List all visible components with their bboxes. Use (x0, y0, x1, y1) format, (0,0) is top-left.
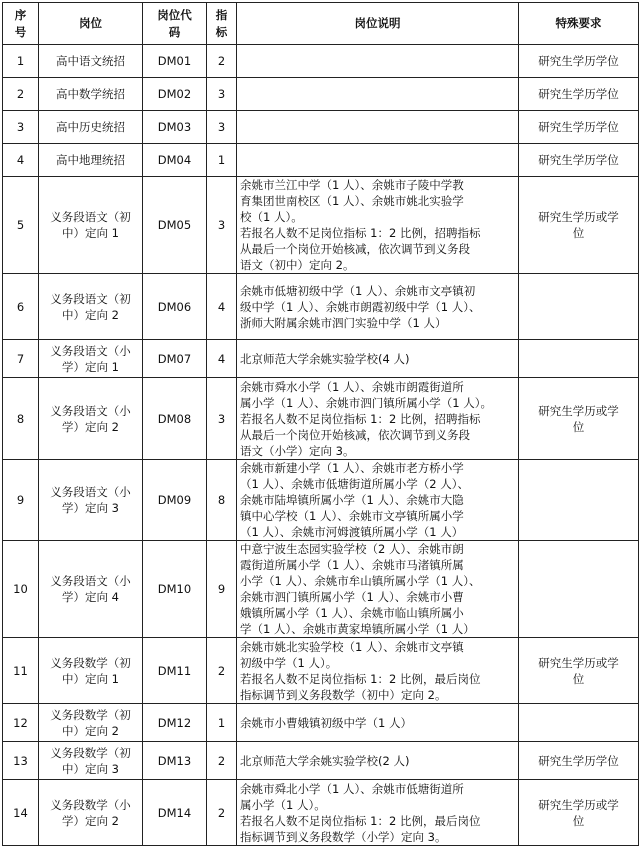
position-quota: 3 (207, 378, 237, 460)
special-requirement (519, 274, 639, 340)
special-requirement (519, 704, 639, 742)
position-name: 义务段语文（小 学）定向 2 (39, 378, 143, 460)
position-quota: 2 (207, 780, 237, 846)
position-name: 义务段数学（初 中）定向 1 (39, 638, 143, 704)
header-position: 岗位 (39, 3, 143, 45)
position-code: DM10 (143, 541, 207, 638)
header-no: 序 号 (3, 3, 39, 45)
row-number: 6 (3, 274, 39, 340)
position-description (237, 144, 519, 177)
position-quota: 9 (207, 541, 237, 638)
header-row (3, 3, 639, 45)
header-quota: 指 标 (207, 3, 237, 45)
position-quota: 2 (207, 45, 237, 78)
position-name: 义务段语文（初 中）定向 1 (39, 177, 143, 274)
position-quota: 4 (207, 274, 237, 340)
table-row (3, 340, 639, 378)
position-name: 义务段语文（初 中）定向 2 (39, 274, 143, 340)
position-code: DM07 (143, 340, 207, 378)
row-number: 1 (3, 45, 39, 78)
position-name: 义务段语文（小 学）定向 4 (39, 541, 143, 638)
table-row (3, 274, 639, 340)
position-name: 义务段语文（小 学）定向 3 (39, 460, 143, 541)
row-number: 9 (3, 460, 39, 541)
position-description (237, 78, 519, 111)
table-row (3, 144, 639, 177)
table-row (3, 704, 639, 742)
table-row (3, 378, 639, 460)
position-name: 高中数学统招 (39, 78, 143, 111)
table-row (3, 780, 639, 846)
table-row (3, 742, 639, 780)
position-code: DM01 (143, 45, 207, 78)
table-row (3, 78, 639, 111)
special-requirement: 研究生学历学位 (519, 144, 639, 177)
position-code: DM06 (143, 274, 207, 340)
position-description: 余姚市新建小学（1 人）、余姚市老方桥小学 （1 人）、余姚市低塘街道所属小学（2 人）、 余姚市陆埠镇所属小学（1 人）、余姚市大隐 镇中心学校（1 人）、余姚市文亭镇所属小学 （1 人）、余姚市河姆渡镇所属小学（1 人） (237, 460, 519, 541)
position-description: 余姚市兰江中学（1 人）、余姚市子陵中学教 育集团世南校区（1 人）、余姚市姚北实验学 校（1 人）。 若报名人数不足岗位指标 1：2 比例，招聘指标 从最后一个岗位开始核减，依次调节到义务段 语文（初中）定向 2。 (237, 177, 519, 274)
row-number: 7 (3, 340, 39, 378)
position-description: 北京师范大学余姚实验学校(2 人) (237, 742, 519, 780)
special-requirement: 研究生学历或学 位 (519, 780, 639, 846)
position-description: 余姚市姚北实验学校（1 人）、余姚市文亭镇 初级中学（1 人）。 若报名人数不足岗位指标 1：2 比例，最后岗位 指标调节到义务段数学（初中）定向 2。 (237, 638, 519, 704)
special-requirement: 研究生学历或学 位 (519, 378, 639, 460)
position-code: DM04 (143, 144, 207, 177)
row-number: 8 (3, 378, 39, 460)
position-quota: 2 (207, 742, 237, 780)
row-number: 11 (3, 638, 39, 704)
row-number: 14 (3, 780, 39, 846)
position-description: 北京师范大学余姚实验学校(4 人) (237, 340, 519, 378)
row-number: 2 (3, 78, 39, 111)
row-number: 12 (3, 704, 39, 742)
position-quota: 8 (207, 460, 237, 541)
header-description: 岗位说明 (237, 3, 519, 45)
position-description: 余姚市舜水小学（1 人）、余姚市朗霞街道所 属小学（1 人）、余姚市泗门镇所属小学（1 人）。 若报名人数不足岗位指标 1：2 比例，招聘指标 从最后一个岗位开始核减，依次调节到义务段 语文（小学）定向 3。 (237, 378, 519, 460)
position-description (237, 111, 519, 144)
special-requirement (519, 340, 639, 378)
position-code: DM05 (143, 177, 207, 274)
position-quota: 3 (207, 111, 237, 144)
position-name: 义务段语文（小 学）定向 1 (39, 340, 143, 378)
row-number: 13 (3, 742, 39, 780)
position-code: DM12 (143, 704, 207, 742)
special-requirement: 研究生学历学位 (519, 742, 639, 780)
table-row (3, 638, 639, 704)
position-description: 余姚市低塘初级中学（1 人）、余姚市文亭镇初 级中学（1 人）、余姚市朗霞初级中学（1 人）、 浙师大附属余姚市泗门实验中学（1 人） (237, 274, 519, 340)
row-number: 10 (3, 541, 39, 638)
position-name: 义务段数学（小 学）定向 2 (39, 780, 143, 846)
position-code: DM08 (143, 378, 207, 460)
special-requirement: 研究生学历学位 (519, 45, 639, 78)
position-description: 余姚市舜北小学（1 人）、余姚市低塘街道所 属小学（1 人）。 若报名人数不足岗位指标 1：2 比例，最后岗位 指标调节到义务段数学（小学）定向 3。 (237, 780, 519, 846)
position-description (237, 45, 519, 78)
position-quota: 3 (207, 78, 237, 111)
position-code: DM11 (143, 638, 207, 704)
position-name: 高中地理统招 (39, 144, 143, 177)
position-description: 余姚市小曹娥镇初级中学（1 人） (237, 704, 519, 742)
position-code: DM09 (143, 460, 207, 541)
position-description: 中意宁波生态园实验学校（2 人）、余姚市朗 霞街道所属小学（1 人）、余姚市马渚镇所属 小学（1 人）、余姚市牟山镇所属小学（1 人）、 余姚市泗门镇所属小学（1 人）、余姚市小曹 娥镇所属小学（1 人）、余姚市临山镇所属小 学（1 人）、余姚市黄家埠镇所属小学（1 人） (237, 541, 519, 638)
special-requirement (519, 460, 639, 541)
position-name: 高中语文统招 (39, 45, 143, 78)
position-code: DM02 (143, 78, 207, 111)
position-name: 义务段数学（初 中）定向 2 (39, 704, 143, 742)
position-code: DM03 (143, 111, 207, 144)
special-requirement: 研究生学历或学 位 (519, 177, 639, 274)
row-number: 4 (3, 144, 39, 177)
position-quota: 4 (207, 340, 237, 378)
row-number: 3 (3, 111, 39, 144)
special-requirement: 研究生学历学位 (519, 111, 639, 144)
special-requirement: 研究生学历学位 (519, 78, 639, 111)
position-quota: 1 (207, 144, 237, 177)
position-name: 高中历史统招 (39, 111, 143, 144)
position-quota: 2 (207, 638, 237, 704)
position-quota: 3 (207, 177, 237, 274)
table-row (3, 45, 639, 78)
table-row (3, 460, 639, 541)
row-number: 5 (3, 177, 39, 274)
position-quota: 1 (207, 704, 237, 742)
special-requirement: 研究生学历或学 位 (519, 638, 639, 704)
table-row (3, 111, 639, 144)
header-code: 岗位代 码 (143, 3, 207, 45)
table-row (3, 177, 639, 274)
special-requirement (519, 541, 639, 638)
table-row (3, 541, 639, 638)
position-code: DM13 (143, 742, 207, 780)
position-name: 义务段数学（初 中）定向 3 (39, 742, 143, 780)
position-code: DM14 (143, 780, 207, 846)
recruitment-table (2, 2, 639, 846)
header-requirement: 特殊要求 (519, 3, 639, 45)
